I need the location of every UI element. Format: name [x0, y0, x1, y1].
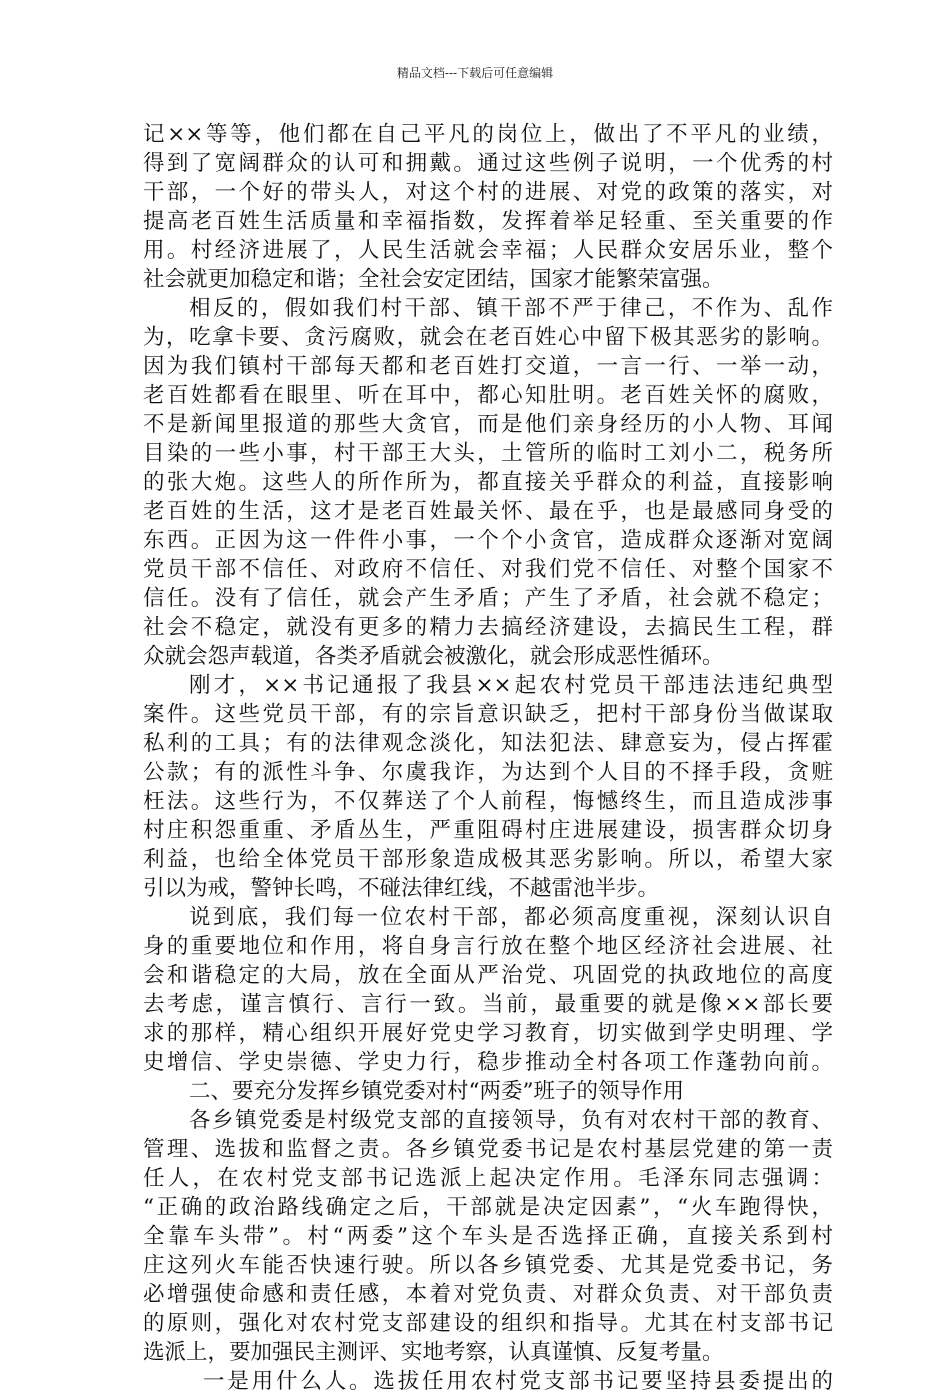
text-line: 社会就更加稳定和谐；全社会安定团结，国家才能繁荣富强。 — [143, 267, 724, 292]
text-line: 选派上，要加强民主测评、实地考察，认真谨慎、反复考量。 — [143, 1340, 724, 1365]
text-line: 记××等等，他们都在自己平凡的岗位上，做出了不平凡的业绩， — [143, 122, 833, 147]
text-line: 村庄积怨重重、矛盾丛生，严重阻碍村庄进展建设，损害群众切身 — [143, 818, 833, 843]
text-line: 提高老百姓生活质量和幸福指数，发挥着举足轻重、至关重要的作 — [143, 209, 833, 234]
text-line: 管理、选拔和监督之责。各乡镇党委书记是农村基层党建的第一责 — [143, 1137, 833, 1162]
text-line: 史增信、学史崇德、学史力行，稳步推动全村各项工作蓬勃向前。 — [143, 1050, 833, 1075]
text-line: 信任。没有了信任，就会产生矛盾；产生了矛盾，社会就不稳定； — [143, 586, 833, 611]
text-line: 全靠车头带”。村“两委”这个车头是否选择正确，直接关系到村 — [143, 1224, 833, 1249]
text-line: 刚才，××书记通报了我县××起农村党员干部违法违纪典型 — [189, 673, 833, 698]
text-line: 私利的工具；有的法律观念淡化，知法犯法、肆意妄为，侵占挥霍 — [143, 731, 833, 756]
page-header: 精品文档---下载后可任意编辑 — [396, 66, 554, 80]
text-line: 众就会怨声载道，各类矛盾就会被激化，就会形成恶性循环。 — [143, 644, 724, 669]
text-line: 案件。这些党员干部，有的宗旨意识缺乏，把村干部身份当做谋取 — [143, 702, 833, 727]
text-line: 社会不稳定，就没有更多的精力去搞经济建设，去搞民生工程，群 — [143, 615, 833, 640]
text-line: 一是用什么人。选拔任用农村党支部书记要坚持县委提出的 — [203, 1369, 833, 1394]
text-line: 党员干部不信任、对政府不信任、对我们党不信任、对整个国家不 — [143, 557, 833, 582]
text-line: 目染的一些小事，村干部王大头，土管所的临时工刘小二，税务所 — [143, 441, 833, 466]
text-line: 身的重要地位和作用，将自身言行放在整个地区经济社会进展、社 — [143, 934, 833, 959]
document-body — [143, 120, 833, 1396]
text-line: 为，吃拿卡要、贪污腐败，就会在老百姓心中留下极其恶劣的影响。 — [143, 325, 833, 350]
text-line: 得到了宽阔群众的认可和拥戴。通过这些例子说明，一个优秀的村 — [143, 151, 833, 176]
text-line: 老百姓的生活，这才是老百姓最关怀、最在乎，也是最感同身受的 — [143, 499, 833, 524]
text-line: 求的那样，精心组织开展好党史学习教育，切实做到学史明理、学 — [143, 1021, 833, 1046]
text-line: “正确的政治路线确定之后，干部就是决定因素”，“火车跑得快， — [143, 1195, 833, 1220]
text-line: 引以为戒，警钟长鸣，不碰法律红线，不越雷池半步。 — [143, 876, 660, 901]
text-line: 用。村经济进展了，人民生活就会幸福；人民群众安居乐业，整个 — [143, 238, 833, 263]
text-line: 干部，一个好的带头人，对这个村的进展、对党的政策的落实，对 — [143, 180, 833, 205]
text-line: 因为我们镇村干部每天都和老百姓打交道，一言一行、一举一动， — [143, 354, 833, 379]
section-heading: 二、要充分发挥乡镇党委对村“两委”班子的领导作用 — [189, 1079, 684, 1104]
text-line: 必增强使命感和责任感，本着对党负责、对群众负责、对干部负责 — [143, 1282, 833, 1307]
text-line: 不是新闻里报道的那些大贪官，而是他们亲身经历的小人物、耳闻 — [143, 412, 833, 437]
text-line: 公款；有的派性斗争、尔虞我诈，为达到个人目的不择手段，贪赃 — [143, 760, 833, 785]
text-line: 各乡镇党委是村级党支部的直接领导，负有对农村干部的教育、 — [189, 1108, 833, 1133]
text-line: 相反的，假如我们村干部、镇干部不严于律己，不作为、乱作 — [189, 296, 833, 321]
text-line: 去考虑，谨言慎行、言行一致。当前，最重要的就是像××部长要 — [143, 992, 833, 1017]
text-line: 东西。正因为这一件件小事，一个个小贪官，造成群众逐渐对宽阔 — [143, 528, 833, 553]
text-line: 利益，也给全体党员干部形象造成极其恶劣影响。所以，希望大家 — [143, 847, 833, 872]
text-line: 的原则，强化对农村党支部建设的组织和指导。尤其在村支部书记 — [143, 1311, 833, 1336]
text-line: 庄这列火车能否快速行驶。所以各乡镇党委、尤其是党委书记，务 — [143, 1253, 833, 1278]
text-line: 说到底，我们每一位农村干部，都必须高度重视，深刻认识自 — [189, 905, 833, 930]
text-line: 任人，在农村党支部书记选派上起决定作用。毛泽东同志强调： — [143, 1166, 833, 1191]
text-line: 会和谐稳定的大局，放在全面从严治党、巩固党的执政地位的高度 — [143, 963, 833, 988]
text-line: 老百姓都看在眼里、听在耳中，都心知肚明。老百姓关怀的腐败， — [143, 383, 833, 408]
text-line: 枉法。这些行为，不仅葬送了个人前程，悔憾终生，而且造成涉事 — [143, 789, 833, 814]
text-line: 的张大炮。这些人的所作所为，都直接关乎群众的利益，直接影响 — [143, 470, 833, 495]
